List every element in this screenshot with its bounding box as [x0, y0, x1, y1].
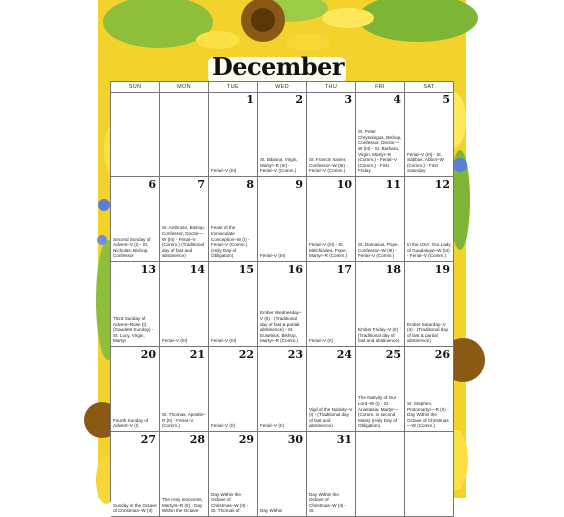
day-number: 25	[385, 348, 401, 361]
day-cell	[307, 177, 356, 262]
day-cell	[160, 92, 209, 177]
day-cell	[111, 262, 160, 347]
day-observance: Ember Friday–V (II) - (Traditional day of fast and abstinence)	[358, 327, 401, 344]
day-number: 11	[385, 178, 401, 191]
day-cell	[209, 92, 258, 177]
day-observance: Fourth Sunday of Advent–V (I)	[113, 417, 149, 429]
day-cell	[307, 262, 356, 347]
day-cell	[405, 432, 454, 517]
day-number: 7	[197, 178, 205, 191]
day-observance: Ferial–V (II)	[309, 338, 333, 344]
day-cell	[209, 177, 258, 262]
day-cell	[405, 177, 454, 262]
day-number: 22	[238, 348, 254, 361]
weekday-thu: THU	[307, 82, 356, 93]
day-cell	[356, 347, 405, 432]
day-observance: St. Ambrose, Bishop, Confessor, Doctor—W (III) - Ferial–V (Comm.) (Traditional day of fast and abstinence)	[162, 225, 205, 259]
day-number: 20	[140, 348, 156, 361]
day-observance: Vigil of the Nativity–V (I) - (Traditional day of fast and abstinence)	[309, 406, 353, 429]
day-number: 4	[393, 93, 401, 106]
day-cell	[307, 92, 356, 177]
day-number: 16	[287, 263, 303, 276]
day-observance: Ember Saturday–V (II) - (Traditional day of fast & partial abstinence)	[407, 321, 449, 344]
day-number: 17	[336, 263, 352, 276]
day-cell	[307, 347, 356, 432]
day-number: 13	[140, 263, 156, 276]
day-cell	[405, 92, 454, 177]
day-observance: Ferial–V (III)	[162, 338, 188, 344]
day-number: 8	[246, 178, 254, 191]
day-observance: St. Damasus, Pope, Confessor–W (III) - Ferial–V (Comm.)	[358, 242, 399, 259]
day-cell	[356, 262, 405, 347]
weekday-sun: SUN	[111, 82, 160, 93]
day-number: 30	[287, 433, 303, 446]
day-observance: The Holy Innocents, Martyrs–R (II) - Day Within the Octave	[162, 497, 203, 514]
day-cell	[160, 177, 209, 262]
day-number: 21	[189, 348, 205, 361]
day-cell	[258, 432, 307, 517]
day-cell	[307, 432, 356, 517]
day-cells	[111, 92, 454, 517]
day-observance: Sunday in the Octave of Christmas–W (II)	[113, 502, 157, 514]
weekday-wed: WED	[258, 82, 307, 93]
day-cell	[160, 347, 209, 432]
day-number: 5	[442, 93, 450, 106]
day-observance: Ferial–V (III)	[211, 338, 237, 344]
weekday-mon: MON	[160, 82, 209, 93]
day-cell	[111, 432, 160, 517]
day-cell	[258, 262, 307, 347]
day-observance: St. Peter Chrysologus, Bishop, Confessor, Doctor—W (III) - St. Barbara, Virgin, Martyr–R (Comm.) - Ferial–V (Comm.) - First Friday	[358, 129, 402, 174]
weekday-fri: FRI	[356, 82, 405, 93]
day-cell	[356, 432, 405, 517]
day-number: 18	[385, 263, 401, 276]
day-number: 1	[246, 93, 254, 106]
day-observance: Day Within the Octave of Christmas–W (II) - St. Thomas of	[211, 491, 249, 514]
day-observance: Ferial–V (III) - St. Melchiades, Pope, Martyr–R (Comm.)	[309, 242, 348, 259]
calendar-grid	[110, 81, 454, 514]
calendar-page	[98, 0, 466, 514]
day-cell	[356, 92, 405, 177]
day-cell	[258, 347, 307, 432]
day-observance: Second Sunday of Advent–V (I) - St. Nicholas, Bishop, Confessor	[113, 236, 151, 259]
day-number: 3	[344, 93, 352, 106]
day-observance: St. Francis Xavier, Confessor–W (III) - Ferial–V (Comm.)	[309, 157, 348, 174]
day-cell	[111, 177, 160, 262]
day-cell	[111, 347, 160, 432]
day-number: 2	[295, 93, 303, 106]
day-number: 14	[189, 263, 205, 276]
day-number: 9	[295, 178, 303, 191]
day-cell	[258, 92, 307, 177]
day-observance: The Nativity of Our Lord–W (I) - St. Anastasia, Martyr— (Comm. in second Mass) (Holy Day of Obligation)	[358, 395, 399, 429]
day-cell	[405, 262, 454, 347]
day-observance: Feast of the Immaculate Conception–W (I) - Ferial–V (Comm.) (Holy Day of Obligation)	[211, 225, 250, 259]
day-number: 19	[434, 263, 450, 276]
day-number: 12	[434, 178, 450, 191]
weekday-tue: TUE	[209, 82, 258, 93]
day-cell	[209, 347, 258, 432]
day-cell	[209, 432, 258, 517]
day-number: 31	[336, 433, 352, 446]
day-observance: Ferial–V (III)	[211, 168, 237, 174]
day-cell	[160, 432, 209, 517]
day-observance: St. Stephen, Protomartyr—R (II) - Day Within the Octave of Christmas—W (Comm.)	[407, 401, 449, 429]
day-observance: Day Within the Octave of Christmas–W (II) - St.	[309, 491, 347, 514]
day-number: 29	[238, 433, 254, 446]
day-observance: St. Thomas, Apostle–R (II) - Ferial–V (Comm.)	[162, 412, 206, 429]
day-cell	[405, 347, 454, 432]
day-observance: St. Bibiana, Virgin, Martyr–R (III) - Ferial–V (Comm.)	[260, 157, 298, 174]
day-cell	[356, 177, 405, 262]
day-number: 26	[434, 348, 450, 361]
day-observance: Ember Wednesday–V (II) - (Traditional day of fast & partial abstinence) - St. Eusebius, Bishop, Martyr–R (Comm.)	[260, 310, 302, 344]
day-observance: Day Within	[260, 508, 283, 514]
day-number: 24	[336, 348, 352, 361]
day-observance: In the USA: Our Lady of Guadalupe–W (III) - Ferial–V (Comm.)	[407, 242, 451, 259]
day-observance: Ferial–V (II)	[260, 423, 284, 429]
day-cell	[160, 262, 209, 347]
day-cell	[209, 262, 258, 347]
weekday-sat: SAT	[405, 82, 454, 93]
day-observance: Third Sunday of Advent–Rose (I), (Gaudete Sunday) - St. Lucy, Virgin, Martyr	[113, 316, 154, 344]
day-observance: Ferial–V (III)	[260, 253, 286, 259]
day-number: 6	[148, 178, 156, 191]
day-number: 23	[287, 348, 303, 361]
day-observance: Ferial–V (II)	[211, 423, 235, 429]
day-cell	[258, 177, 307, 262]
day-number: 15	[238, 263, 254, 276]
weekday-header	[111, 82, 454, 92]
day-cell	[111, 92, 160, 177]
day-number: 27	[140, 433, 156, 446]
day-number: 10	[336, 178, 352, 191]
day-observance: Ferial–V (III) - St. Sabbas, Abbot–W (Comm.) - First Saturday	[407, 151, 444, 174]
day-number: 28	[189, 433, 205, 446]
month-title: December	[211, 52, 345, 81]
